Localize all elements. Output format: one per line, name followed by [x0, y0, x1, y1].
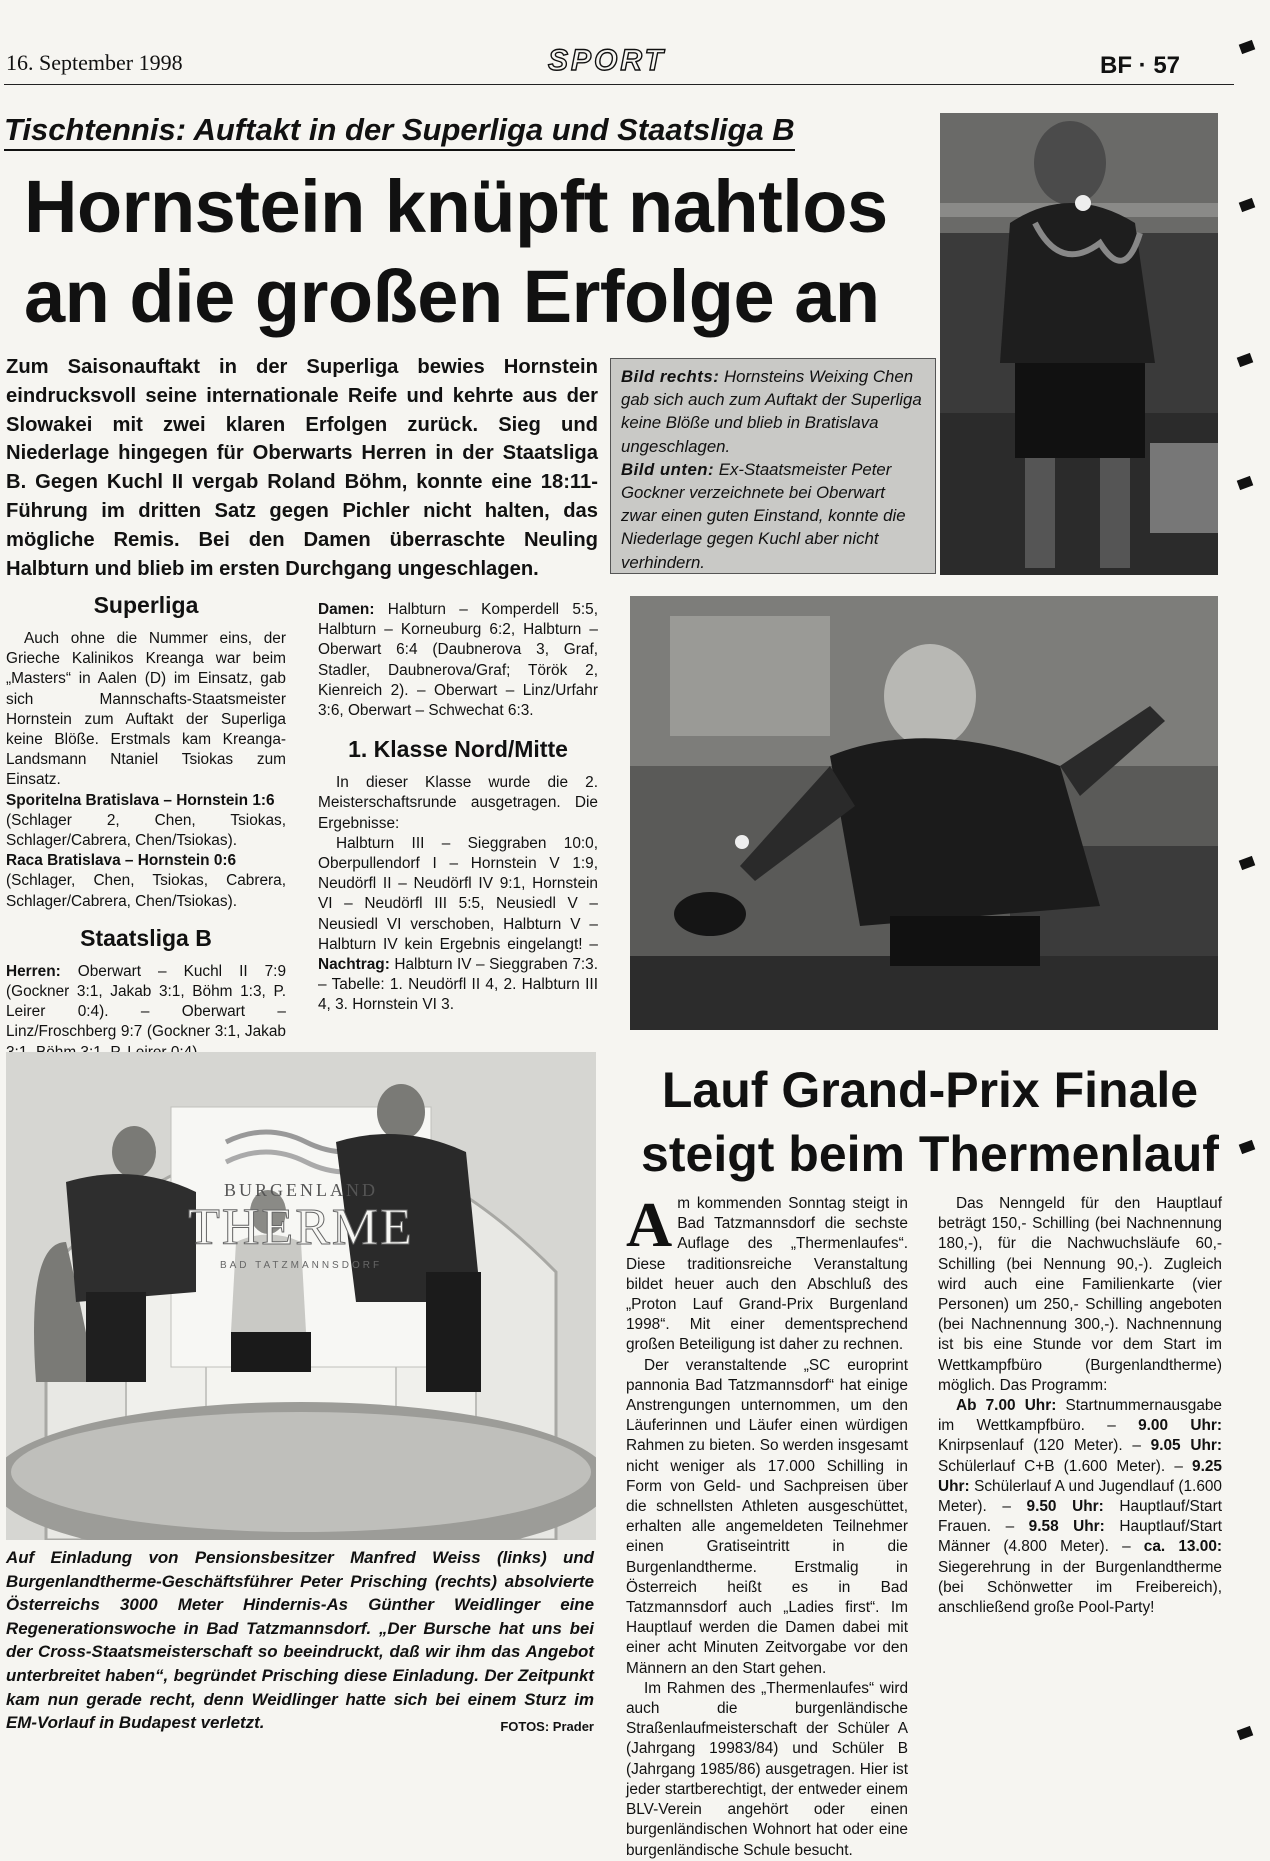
- headline-line-2: an die großen Erfolge an: [24, 255, 880, 338]
- scan-mark: [1237, 353, 1254, 367]
- klasse-results: Halbturn III – Sieggraben 10:0, Oberpullendorf I – Hornstein V 1:9, Neudörfl II – Neudörfl IV 9:1, Hornstein VI – Neudörfl III 5:5, Neusiedl V – Neusiedl VI verschoben, Halbturn V – Halbturn IV kein Ergebnis eingelangt! –: [318, 834, 598, 953]
- article2-headline-line-1: Lauf Grand-Prix Finale: [661, 1062, 1199, 1118]
- caption-text-bottom: Ex-Staatsmeister Peter Gockner verzeichnete bei Oberwart zwar einen guten Einstand, konnte die Niederlage gegen Kuchl aber nicht verhindern.: [621, 459, 906, 572]
- photo-peter-gockner: [630, 596, 1218, 1030]
- article2-p3: Im Rahmen des „Thermenlaufes“ wird auch die burgenländische Straßenlaufmeisterschaft der Schüler A (Jahrgang 19983/84) und Schüler B (Jahrgang 1985/86) ausgetragen. Hier ist jeder startberechtigt, der entweder einem BLV-Verein angehört oder einen burgenländischen Wohnort hat oder eine burgenländische Schule besucht.: [626, 1679, 908, 1859]
- column-superliga: [6, 587, 286, 1063]
- program-time: 9.25 Uhr:: [938, 1457, 1222, 1495]
- program-time: 9.00 Uhr:: [1138, 1417, 1222, 1435]
- program-text: Hauptlauf/Start Frauen. –: [938, 1498, 1222, 1536]
- header-rule: [4, 84, 1234, 85]
- klasse-intro: In dieser Klasse wurde die 2. Meisterschaftsrunde ausgetragen. Die Ergebnisse:: [318, 774, 598, 832]
- program-time: 9.58 Uhr:: [1028, 1518, 1105, 1536]
- sign-line-1: BURGENLAND: [224, 1180, 378, 1200]
- program-list: [938, 1396, 1222, 1618]
- program-text: Schülerlauf A und Jugendlauf (1.600 Meter). –: [938, 1477, 1222, 1516]
- article2-p1: m kommenden Sonntag steigt in Bad Tatzmannsdorf die sechste Auflage des „Thermenlaufes“. Diese traditionsreiche Veranstaltung bildet heuer auch den Abschluß des „Proton Lauf Grand-Prix Burgenland 1998“. Mit einer dementsprechend großen Beteiligung ist daher zu rechnen.: [626, 1195, 908, 1354]
- program-text: Startnummernausgabe im Wettkampfbüro. –: [938, 1397, 1222, 1435]
- article2-column-1: [626, 1189, 908, 1861]
- caption-label-right: Bild rechts:: [621, 367, 720, 386]
- subheading-klasse: 1. Klasse Nord/Mitte: [348, 736, 568, 763]
- program-time: 9.05 Uhr:: [1150, 1437, 1222, 1455]
- photo-weixing-chen: [940, 113, 1218, 575]
- herren-results: Oberwart – Kuchl II 7:9 (Gockner 3:1, Jakab 3:1, Böhm 1:3, P. Leirer 0:4). – Oberwart – Linz/Froschberg 9:7 (Gockner 3:1, Jakab: [6, 962, 287, 1041]
- article2-p2: Der veranstaltende „SC europrint pannonia Bad Tatzmannsdorf“ hat einige Anstrengungen unternommen, um den Läuferinnen und Läufer einen würdigen Rahmen zu bieten. So werden insgesamt nicht weniger als 17.000 Schilling in Form von Geld- und Sachpreisen über die schnellsten Athleten ausgeschüttet, erhalten alle angemeldeten Teilnehmer einen Gratiseintritt in die Burgenlandtherme. Erstmalig in Österreich heißt es in Bad Tatzmannsdorf auch „Ladies first“. Im Hauptlauf werden die Damen dabei mit einer acht Minuten Zeitvorgabe vor den Männern an den Start gehen.: [626, 1356, 908, 1677]
- article2-headline: [630, 1058, 1230, 1186]
- match-1-title: Sporitelna Bratislava – Hornstein 1:6: [6, 791, 275, 809]
- herren-label: Herren:: [6, 962, 61, 980]
- subheading-superliga: Superliga: [93, 592, 199, 618]
- photo-burgenland-therme: [6, 1052, 596, 1540]
- scan-mark: [1237, 1726, 1254, 1740]
- program-time: 9.50 Uhr:: [1026, 1498, 1104, 1516]
- issue-date: 16. September 1998: [6, 50, 183, 75]
- pool-caption-text: Auf Einladung von Pensionsbesitzer Manfred Weiss (links) und Burgenlandtherme-Geschäftsführer Peter Prisching (rechts) absolvierte Österreichs 3000 Meter Hindernis-As Günther Weidlinger eine Regenerationswoche in Bad Tatzmannsdorf. „Der Bursche hat uns bei der Cross-Staatsmeisterschaft so beeindruckt, daß wir ihm das Angebot unterbreitet haben“, begründet Prisching diese Einladung. Der Zeitpunkt kam nun gerade recht, denn Weidlinger hatte sich bei einem Sturz im EM-Vorlauf in Budapest verletzt.: [6, 1548, 594, 1733]
- match-1-text: (Schlager 2, Chen, Tsiokas, Schlager/Cabrera, Chen/Tsiokas).: [6, 811, 286, 850]
- match-2-title: Raca Bratislava – Hornstein 0:6: [6, 852, 237, 870]
- section-title: SPORT: [548, 44, 666, 77]
- subheading-staatsliga: Staatsliga B: [80, 924, 212, 951]
- column-damen-klasse: [318, 600, 598, 1016]
- match-2-text: (Schlager, Chen, Tsiokas, Cabrera, Schlager/Cabrera, Chen/Tsiokas).: [6, 872, 286, 910]
- article2-p4: Das Nenngeld für den Hauptlauf beträgt 150,- Schilling (bei Nachnennung 180,-), für die Nachwuchsläufe 60,- Schilling (bei Nennung 90,-). Zugleich wird auch eine Familienkarte (vier Personen) um 250,- Schilling angeboten (bei Nachnennung 300,-). Nachnennung ist bis eine Stunde vor dem Start im Wettkampfbüro (Burgenlandtherme) möglich. Das Programm:: [938, 1195, 1222, 1394]
- scan-mark: [1237, 476, 1254, 490]
- article2-headline-line-2: steigt beim Thermenlauf: [641, 1126, 1219, 1182]
- caption-text-right: Hornsteins Weixing Chen gab sich auch zum Auftakt der Superliga keine Blöße und blieb in Bratislava ungeschlagen.: [621, 367, 922, 456]
- program-time: Ab 7.00 Uhr:: [956, 1397, 1057, 1415]
- sign-line-3: BAD TATZMANNSDORF: [219, 1260, 383, 1271]
- superliga-intro: Auch ohne die Nummer eins, der Grieche Kalinikos Kreanga war beim „Masters“ in Aalen (D) im Einsatz, gab sich Mannschafts-Staatsmeister Hornstein zum Auftakt der Superliga keine Blöße. Erstmals kam Kreanga-Landsmann Ntaniel Tsiokas zum Einsatz.: [6, 630, 286, 789]
- damen-label: Damen:: [318, 601, 375, 618]
- headline-line-1: Hornstein knüpft nahtlos: [24, 165, 888, 248]
- article-kicker: Tischtennis: Auftakt in der Superliga und Staatsliga B: [4, 112, 795, 151]
- photo-credit: FOTOS: Prader: [500, 1719, 594, 1735]
- sign-line-2: THERME: [188, 1199, 414, 1256]
- caption-label-bottom: Bild unten:: [621, 459, 715, 479]
- program-time: ca. 13.00:: [1143, 1538, 1222, 1556]
- scan-mark: [1239, 1140, 1256, 1154]
- program-text: Hauptlauf/Start Männer (4.800 Meter). –: [938, 1518, 1222, 1556]
- article-headline: [24, 162, 924, 342]
- scan-mark: [1239, 856, 1256, 870]
- pool-photo-caption: [6, 1546, 594, 1739]
- page-number: BF · 57: [1100, 52, 1181, 79]
- nachtrag-results: Halbturn IV – Sieggraben 7:3. – Tabelle: 1. Neudörfl II 4, 2. Halbturn III 4, 3. Hornstein VI 3.: [318, 956, 598, 1014]
- dropcap: A: [626, 1189, 673, 1260]
- program-text: Knirpsenlauf (120 Meter). –: [938, 1437, 1141, 1455]
- scan-mark: [1239, 198, 1256, 212]
- photo-caption-top: [610, 358, 936, 574]
- nachtrag-label: Nachtrag:: [318, 956, 390, 974]
- scan-mark: [1239, 40, 1256, 54]
- article-lead: Zum Saisonauftakt in der Superliga bewies Hornstein eindrucksvoll seine internationale Reife und kehrte aus der Slowakei mit zwei klaren Erfolgen zurück. Sieg und Niederlage hingegen für Oberwarts Herren in der Staatsliga B. Gegen Kuchl II vergab Roland Böhm, konnte eine 18:11-Führung im dritten Satz gegen Pichler nicht halten, das mögliche Remis. Bei den Damen überraschte Neuling Halbturn und blieb im ersten Durchgang ungeschlagen.: [6, 356, 598, 580]
- program-text: Siegerehrung in der Burgenlandtherme (bei Schönwetter im Freibereich), anschließend große Pool-Party!: [938, 1558, 1222, 1617]
- article2-column-2: [938, 1194, 1222, 1618]
- damen-results: Halbturn – Komperdell 5:5, Halbturn – Korneuburg 6:2, Halbturn – Oberwart 6:4 (Daubnerova 3, Graf, Stadler, Daubnerova/Graf; Török 2, Kienreich 2). – Oberwart – Linz/Urfahr 3:6, Oberwart – Schwechat 6:3.: [318, 601, 598, 720]
- program-text: Schülerlauf C+B (1.600 Meter). –: [938, 1457, 1183, 1475]
